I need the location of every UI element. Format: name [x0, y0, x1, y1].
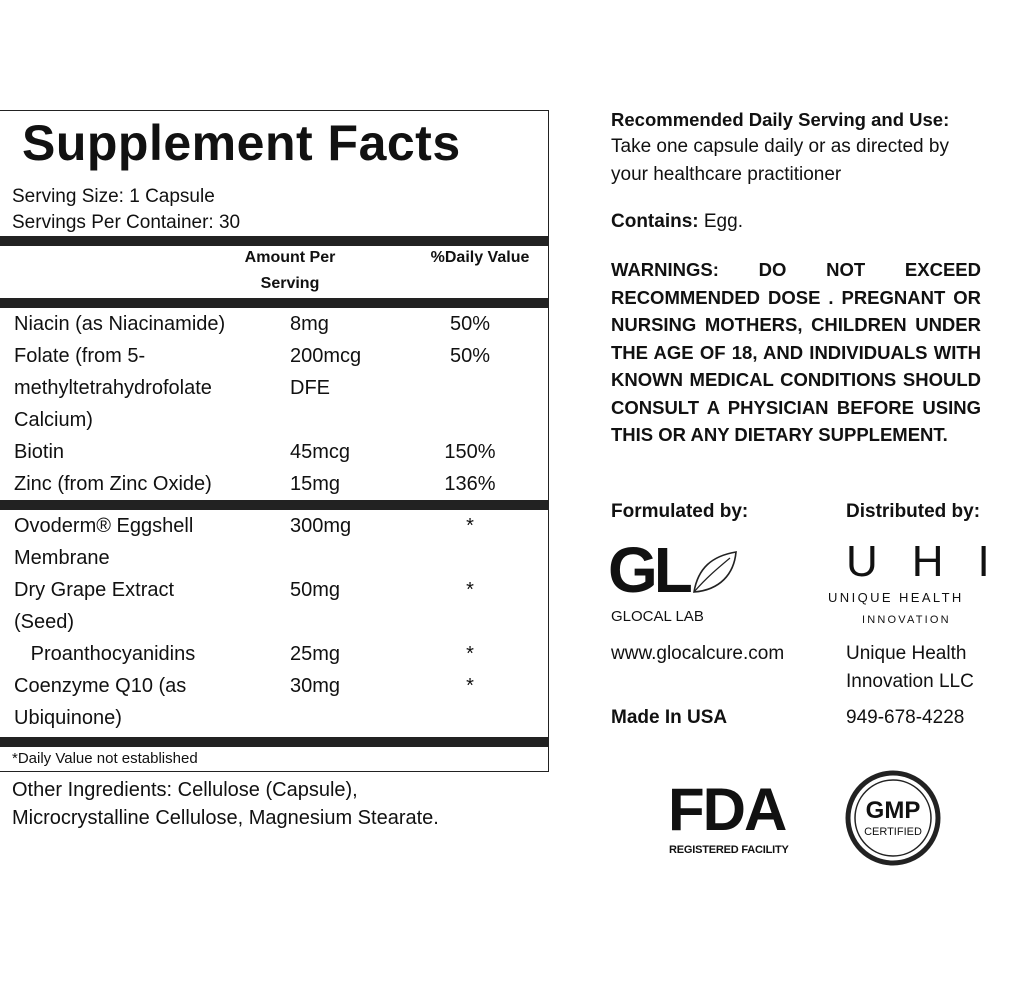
- servings-per-container: Servings Per Container: 30: [12, 212, 241, 233]
- header-daily-value: %Daily Value: [430, 249, 530, 266]
- warnings-text: WARNINGS: DO NOT EXCEED RECOMMENDED DOSE . PREGNANT OR NURSING MOTHERS, CHILDREN UNDER THE AGE OF 18, AND INDIVIDUALS WITH KNOWN MEDICAL CONDITIONS SHOULD CONSULT A PHYSICIAN BEFORE USING THIS OR ANY DIETARY SUPPLEMENT.: [611, 259, 981, 445]
- divider-thick: [0, 298, 549, 308]
- glocal-logo-name: GLOCAL LAB: [611, 608, 704, 625]
- other-ingredients-line1: Other Ingredients: Cellulose (Capsule),: [12, 779, 358, 801]
- nutrient-daily-value: 50%: [449, 345, 491, 367]
- nutrient-name: (Seed): [14, 611, 75, 633]
- nutrient-amount: 30mg: [290, 675, 341, 697]
- contains-value: Egg.: [698, 211, 743, 232]
- phone-number: 949-678-4228: [846, 707, 965, 728]
- nutrient-name: Zinc (from Zinc Oxide): [14, 473, 212, 495]
- formulated-label: Formulated by:: [611, 501, 749, 522]
- nutrient-name: Folate (from 5-: [14, 345, 146, 367]
- nutrient-daily-value: *: [466, 579, 474, 601]
- nutrient-name: Niacin (as Niacinamide): [14, 313, 226, 335]
- footnote: *Daily Value not established: [12, 750, 198, 767]
- divider-thick: [0, 737, 549, 747]
- header-amount-line2: Serving: [260, 275, 320, 292]
- serving-size: Serving Size: 1 Capsule: [12, 186, 215, 207]
- nutrient-name: Calcium): [14, 409, 93, 431]
- nutrient-name: Ubiquinone): [14, 707, 122, 729]
- nutrient-name: Membrane: [14, 547, 110, 569]
- glocal-lab-logo: [608, 534, 748, 610]
- other-ingredients-line2: Microcrystalline Cellulose, Magnesium Stearate.: [12, 807, 439, 829]
- nutrient-daily-value: *: [466, 515, 474, 537]
- company-name-line2: Innovation LLC: [846, 671, 974, 692]
- leaf-icon: [690, 548, 740, 598]
- uhi-logo-mark: UHI: [846, 537, 1024, 586]
- nutrient-name: Biotin: [14, 441, 65, 463]
- glocal-logo-mark: GL: [608, 534, 689, 606]
- gmp-mark: GMP: [865, 797, 921, 824]
- nutrient-name: Coenzyme Q10 (as: [14, 675, 187, 697]
- nutrient-name: Ovoderm® Eggshell: [14, 515, 194, 537]
- nutrient-daily-value: 50%: [449, 313, 491, 335]
- made-in-usa: Made In USA: [611, 707, 728, 728]
- nutrient-amount: 200mcg: [290, 345, 362, 367]
- nutrient-amount: 8mg: [290, 313, 329, 335]
- contains-label: Contains:: [611, 211, 699, 232]
- usage-heading: Recommended Daily Serving and Use:: [611, 109, 950, 130]
- website: www.glocalcure.com: [611, 643, 785, 664]
- company-name-line1: Unique Health: [846, 643, 967, 664]
- nutrient-amount: 15mg: [290, 473, 341, 495]
- usage-line1: Take one capsule daily or as directed by: [611, 136, 949, 157]
- fda-badge: [668, 776, 808, 860]
- usage-line2: your healthcare practitioner: [611, 164, 842, 185]
- fda-mark: FDA: [668, 776, 786, 843]
- uhi-logo-line1: UNIQUE HEALTH: [828, 590, 964, 605]
- nutrient-amount: 300mg: [290, 515, 352, 537]
- nutrient-daily-value: *: [466, 643, 474, 665]
- nutrient-name: Dry Grape Extract: [14, 579, 175, 601]
- header-amount: [215, 245, 365, 297]
- gmp-badge: [845, 770, 941, 866]
- nutrient-name: methyltetrahydrofolate: [14, 377, 212, 399]
- uhi-logo-line2: INNOVATION: [862, 614, 951, 626]
- nutrient-amount: 25mg: [290, 643, 341, 665]
- nutrient-amount: 45mcg: [290, 441, 351, 463]
- header-amount-line1: Amount Per: [244, 249, 336, 266]
- gmp-caption: CERTIFIED: [864, 826, 922, 838]
- distributed-label: Distributed by:: [846, 501, 981, 522]
- nutrient-daily-value: *: [466, 675, 474, 697]
- nutrient-amount: DFE: [290, 377, 330, 399]
- contains-statement: [611, 208, 743, 236]
- nutrient-daily-value: 150%: [444, 441, 496, 463]
- fda-caption: REGISTERED FACILITY: [669, 844, 789, 856]
- other-ingredients: [12, 776, 439, 832]
- nutrient-amount: 50mg: [290, 579, 341, 601]
- nutrient-daily-value: 136%: [444, 473, 496, 495]
- facts-title: Supplement Facts: [22, 115, 461, 171]
- divider-thick: [0, 500, 549, 510]
- nutrient-name: Proanthocyanidins: [14, 643, 196, 665]
